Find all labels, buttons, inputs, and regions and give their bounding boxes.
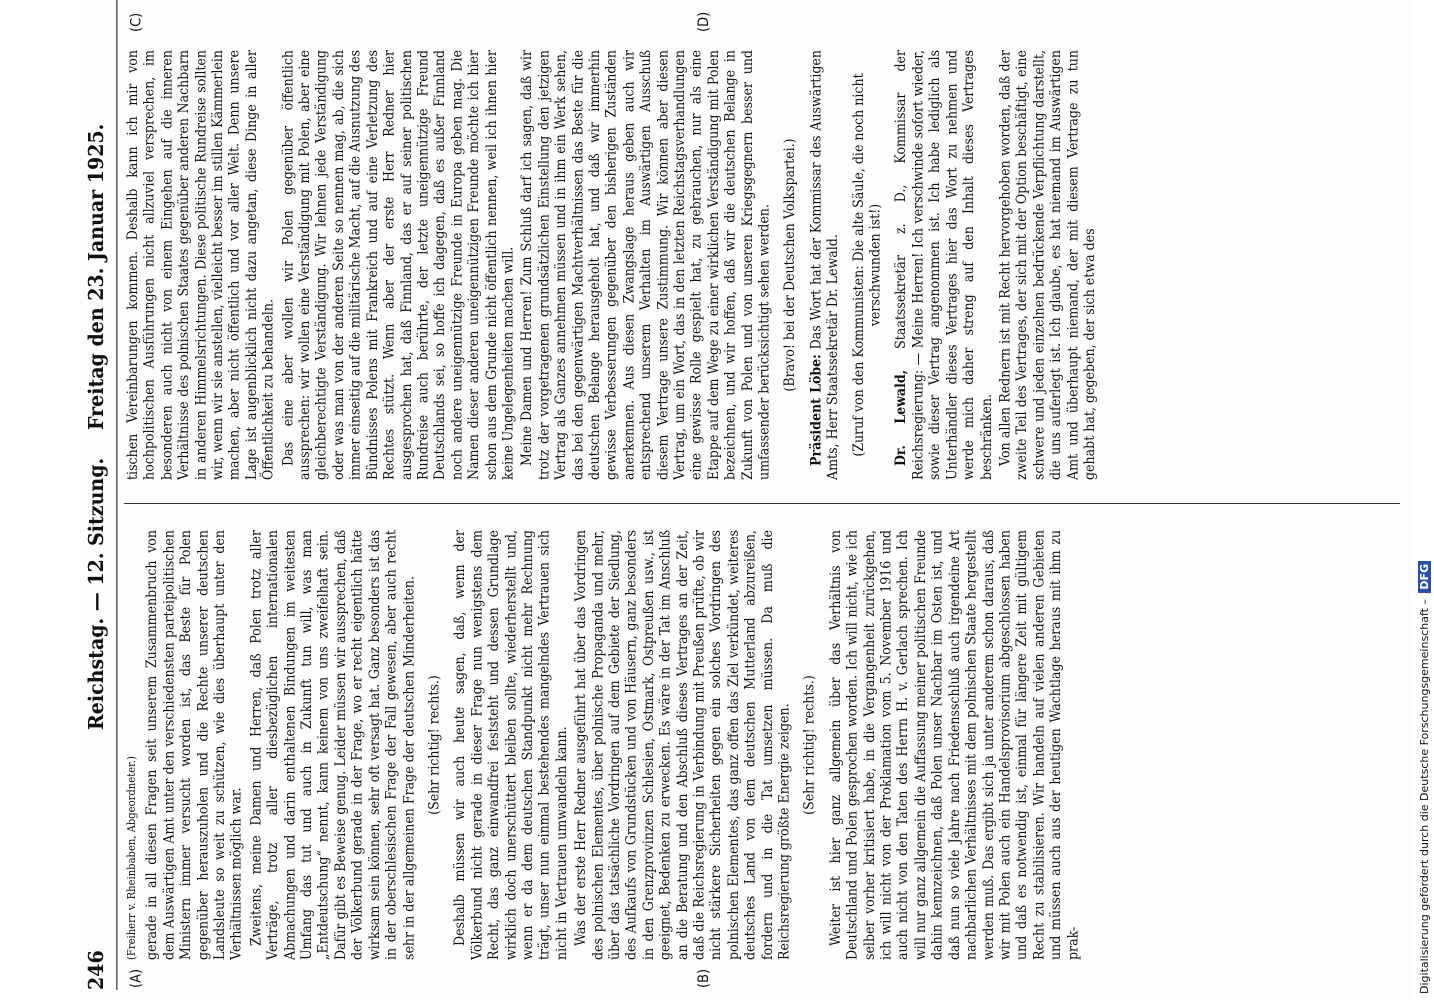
left-column bbox=[124, 530, 1400, 960]
paragraph: Von allen Rednern ist mit Recht hervorgehoben worden, daß der zweite Teil des Vertrages, der sich mit der Option beschäftigt, eine schwere und jeden einzelnen bedrückende Verpflichtung darstellt, die uns auferlegt ist. Ich glaube, es hat niemand im Auswärtigen Amt und überhaupt niemand, der mit diesem Vertrage zu tun gehabt hat, gegeben, der sich etwa des bbox=[996, 50, 1098, 480]
margin-marker-b: (B) bbox=[696, 968, 713, 988]
paragraph: Weiter ist hier ganz allgemein über das Verhältnis von Deutschland und Polen gesprochen worden. Ich will nicht, wie ich selber vorher kritisiert habe, in die Vergangenheit zurückgehen, ich will nicht von der Proklamation vom 5. November 1916 und auch nicht von den Taten des Herrn H. v. Gerlach sprechen. Ich will nur ganz allgemein die Auffassung meiner politischen Freunde dahin kennzeichnen, daß Polen unser Nachbar im Osten ist, und daß nun so viele Jahre nach Friedensschluß auch irgendeine Art nachbarlichen Verhältnisses mit dem polnischen Staate hergestellt werden muß. Das ergibt sich ja unter anderem schon daraus, daß wir mit Polen auch ein Handelsprovisorium abgeschlossen haben und daß es notwendig ist, einmal für längere Zeit mit gültigem Recht zu stabilisieren. Wir handeln auf vielen anderen Gebieten und müssen auch aus der heutigen Wachtlage heraus mit ihm zu prak- bbox=[826, 530, 1081, 960]
speaker-label: Dr. Lewald, bbox=[892, 369, 909, 466]
interjection: (Bravo! bei der Deutschen Volkspartei.) bbox=[781, 138, 798, 392]
header-rule bbox=[116, 0, 117, 990]
right-column bbox=[124, 50, 1400, 480]
paragraph: Was der erste Herr Redner ausgeführt hat über das Vordringen des polnischen Elementes, über polnische Propaganda und mehr, über das tatsächliche Vordringen auf dem Gebiete der Siedlung, des Aufkaufs von Grundstücken und von Häusern, ganz besonders in den Grenzprovinzen Schlesien, Ostmark, Ostpreußen usw., ist geeignet, Bedenken zu erwecken. Es wäre in der Tat im Anschluß an die Beratung und den Abschluß dieses Vertrages an der Zeit, daß die Reichsregierung in Verbindung mit Preußen prüfte, ob wir nicht stärkere Sicherheiten gegen ein solches Vordringen des polnischen Elementes, das ganz offen das Ziel verkündet, weiteres deutsches Land von dem deutschen Mutterland abzureißen, fordern und in die Tat umsetzen müssen. Da muß die Reichsregierung größte Energie zeigen. bbox=[571, 530, 792, 960]
speaker-text: Staatssekretär z. D., Kommissar der Reichsregierung: — Meine Herren! Ich verschwinde sofort wieder, sowie dieser Vertrag angenommen ist. Ich habe lediglich als Unterhändler dieses Vertrages hier das Wort zu nehmen und werde mich daher streng auf den Inhalt dieses Vertrages beschränken. bbox=[892, 50, 994, 480]
president-text: Das Wort hat der Kommissar des Auswärtigen Amts, Herr Staatssekretär Dr. Lewald. bbox=[806, 50, 841, 480]
president-remark bbox=[807, 50, 841, 480]
paragraph: Meine Damen und Herren! Zum Schluß darf ich sagen, daß wir trotz der vorgetragenen grundsätzlichen Einstellung den jetzigen Vertrag als Ganzes annehmen müssen und in ihm ein Werk sehen, das bei den gegenwärtigen Machtverhältnissen das Beste für die deutschen Belange herausgeholt hat, und daß wir immerhin gewisse Verbesserungen gegenüber den bisherigen Zuständen anerkennen. Aus diesen Zwangslage heraus geben auch wir entsprechend unserem Verhalten im Auswärtigen Ausschuß diesem Vertrage unsere Zustimmung. Wir können aber diesen Vertrag, um ein Wort, das in den letzten Reichstagsverhandlungen eine gewisse Rolle gespielt hat, zu gebrauchen, nur als eine Etappe auf dem Wege zu einer wirklichen Verständigung mit Polen bezeichnen, und wir hoffen, daß wir die deutschen Belange in Zukunft von Polen und von unseren Kriegsgegnern besser und umfassender berücksichtigt sehen werden. bbox=[518, 50, 772, 480]
paragraph: Zweitens, meine Damen und Herren, daß Polen trotz aller Verträge, trotz aller diesbezüglichen internationalen Abmachungen und darin enthaltenen Bindungen im weitesten Umfang das tut und auch in Zukunft tun will, was man „Entdeutschung“ nennt, kann keinem von uns zweifelhaft sein. Dafür gibt es Beweise genug. Leider müssen wir aussprechen, daß der Völkerbund gerade in der Frage, wo er recht eigentlich hätte wirksam sein können, sehr oft versagt hat. Ganz besonders ist das in der oberschlesischen Frage der Fall gewesen, aber auch recht sehr in der allgemeinen Frage der deutschen Minderheiten. bbox=[247, 530, 417, 960]
interjection: (Sehr richtig! rechts.) bbox=[425, 675, 442, 815]
speaker-heading: (Freiherr v. Rheinbaben, Abgeordneter.) bbox=[126, 756, 139, 960]
paragraph: Deshalb müssen wir auch heute sagen, daß, wenn der Völkerbund nicht gerade in dieser Frage nun wenigstens dem Recht, das ganz einwandfrei feststeht und dessen Grundlage wirklich doch unerschüttert bleiben sollte, wiederherstellt und, wenn er da dem deutschen Standpunkt nicht mehr Rechnung trägt, unser nun einmal bestehendes mangelndes Vertrauen sich nicht in Vertrauen umwandeln kann. bbox=[451, 530, 570, 960]
dfg-logo: DFG bbox=[1418, 561, 1431, 593]
interjection: (Zuruf von den Kommunisten: Die alte Säule, die noch nicht verschwunden ist!) bbox=[849, 73, 884, 457]
margin-marker-c: (C) bbox=[128, 12, 145, 32]
session-title: Reichstag. — 12. Sitzung. bbox=[84, 457, 109, 730]
paragraph: gerade in all diesen Fragen seit unserem Zusammenbruch von dem Auswärtigen Amt unter den verschiedensten parteipolitischen Ministern immer versucht worden ist, das Beste für Polen gegenüber herauszuholen und die Rechte unserer deutschen Landsleute so weit zu schützen, wie dies überhaupt unter den Verhältnissen möglich war. bbox=[143, 530, 245, 960]
digitization-credit bbox=[1418, 6, 1432, 994]
page-header bbox=[80, 0, 113, 990]
speaker-remark bbox=[892, 50, 994, 480]
margin-marker-d: (D) bbox=[696, 11, 713, 32]
paragraph: tischen Vereinbarungen kommen. Deshalb kann ich mir von hochpolitischen Ausführungen nicht allzuviel versprechen, im besonderen auch nicht von einem Eingehen auf die inneren Verhältnisse des polnischen Staates gegenüber anderen Nachbarn in anderen Himmelsrichtungen. Diese politische Rundreise sollten wir, wenn wir sie anstellen, vielleicht besser im stillen Kämmerlein machen, aber nicht öffentlich und vor aller Welt. Denn unsere Lage ist augenblicklich nicht dazu angetan, diese Dinge in aller Öffentlichkeit zu behandeln. bbox=[124, 50, 277, 480]
rotated-page bbox=[80, 0, 1411, 1000]
paragraph: Das eine aber wollen wir Polen gegenüber öffentlich aussprechen: wir wollen eine Verständigung mit Polen, aber eine gleichberechtigte Verständigung. Wir lehnen jede Verständigung oder was man von der anderen Seite so nennen mag, ab, die sich immer einseitig auf die militärische Macht, auf die Ausnutzung des Bündnisses Polens mit Frankreich und auf eine Verletzung des Rechtes stützt. Wenn aber der erste Herr Redner hier ausgesprochen hat, daß Finnland, das er auf seiner politischen Rundreise auch berührte, der letzte uneigennützige Freund Deutschlands sei, so hoffe ich dagegen, daß es außer Finnland noch andere uneigennützige Freunde in Europa geben mag. Die Namen dieser anderen uneigennützigen Freunde möchte ich hier schon aus dem Grunde nicht öffentlich nennen, weil ich ihnen hier keine Ungelegenheiten machen will. bbox=[278, 50, 516, 480]
president-label: Präsident Löbe: bbox=[806, 354, 824, 466]
column-divider bbox=[124, 503, 1400, 504]
margin-marker-a: (A) bbox=[128, 968, 145, 988]
credit-text: Digitalisierung gefördert durch die Deutsche Forschungsgemeinschaft – bbox=[1418, 599, 1431, 994]
page-number: 246 bbox=[84, 950, 109, 990]
session-date: Freitag den 23. Januar 1925. bbox=[84, 123, 109, 430]
interjection: (Sehr richtig! rechts.) bbox=[800, 675, 818, 815]
